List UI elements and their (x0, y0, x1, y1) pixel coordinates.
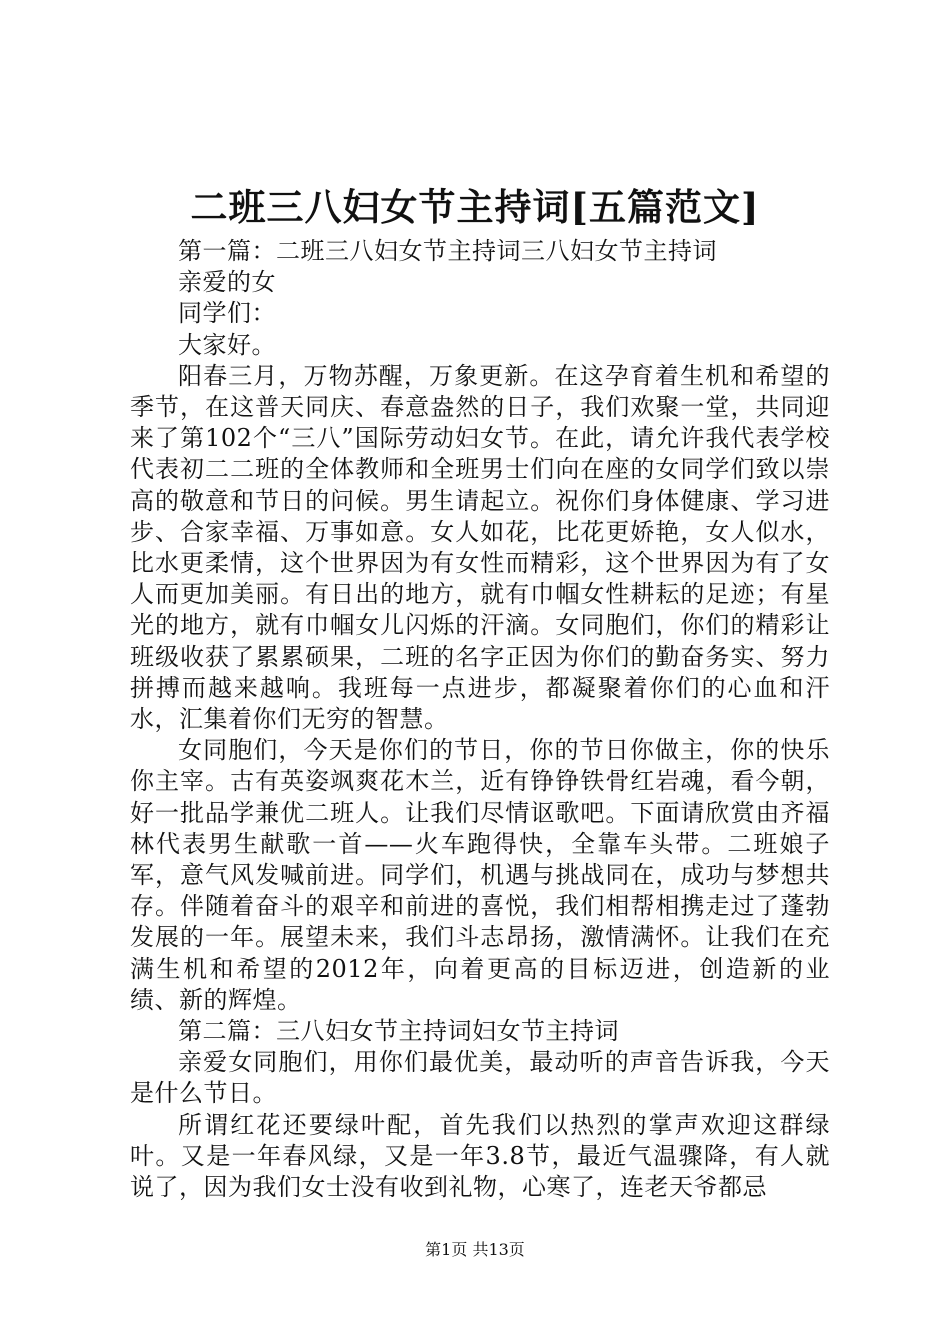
section-heading-2: 第二篇：三八妇女节主持词妇女节主持词 (178, 1017, 619, 1046)
document-body (130, 236, 830, 1203)
greeting: 大家好。 (178, 330, 276, 359)
salutation-line-2: 同学们： (178, 299, 276, 328)
body-paragraph: 亲爱女同胞们，用你们最优美，最动听的声音告诉我，今天是什么节日。 (130, 1048, 830, 1108)
document-title: 二班三八妇女节主持词[五篇范文] (190, 185, 760, 229)
body-paragraph: 阳春三月，万物苏醒，万象更新。在这孕育着生机和希望的季节，在这普天同庆、春意盎然的日子，我们欢聚一堂，共同迎来了第102个“三八”国际劳动妇女节。在此，请允许我代表学校代表初二二班的全体教师和全班男士们向在座的女同学们致以崇高的敬意和节日的问候。男生请起立。祝你们身体健康、学习进步、合家幸福、万事如意。女人如花，比花更娇艳，女人似水，比水更柔情，这个世界因为有女性而精彩，这个世界因为有了女人而更加美丽。有日出的地方，就有巾帼女性耕耘的足迹；有星光的地方，就有巾帼女儿闪烁的汗滴。女同胞们，你们的精彩让班级收获了累累硕果，二班的名字正因为你们的勤奋务实、努力拼搏而越来越响。我班每一点进步，都凝聚着你们的心血和汗水，汇集着你们无穷的智慧。 (130, 361, 830, 734)
section-heading-1: 第一篇：二班三八妇女节主持词三八妇女节主持词 (178, 237, 717, 265)
salutation-line-1: 亲爱的女 (178, 268, 276, 297)
body-paragraph: 女同胞们，今天是你们的节日，你的节日你做主，你的快乐你主宰。古有英姿飒爽花木兰，近有铮铮铁骨红岩魂，看今朝，好一批品学兼优二班人。让我们尽情讴歌吧。下面请欣赏由齐福林代表男生献歌一首——火车跑得快，全靠车头带。二班娘子军，意气风发喊前进。同学们，机遇与挑战同在，成功与梦想共存。伴随着奋斗的艰辛和前进的喜悦，我们相帮相携走过了蓬勃发展的一年。展望未来，我们斗志昂扬，激情满怀。让我们在充满生机和希望的2012年，向着更高的目标迈进，创造新的业绩、新的辉煌。 (130, 736, 830, 1014)
body-paragraph: 所谓红花还要绿叶配，首先我们以热烈的掌声欢迎这群绿叶。又是一年春风绿，又是一年3.8节，最近气温骤降，有人就说了，因为我们女士没有收到礼物，心寒了，连老天爷都忌 (130, 1110, 830, 1202)
page-number: 第1页 共13页 (425, 1240, 525, 1259)
